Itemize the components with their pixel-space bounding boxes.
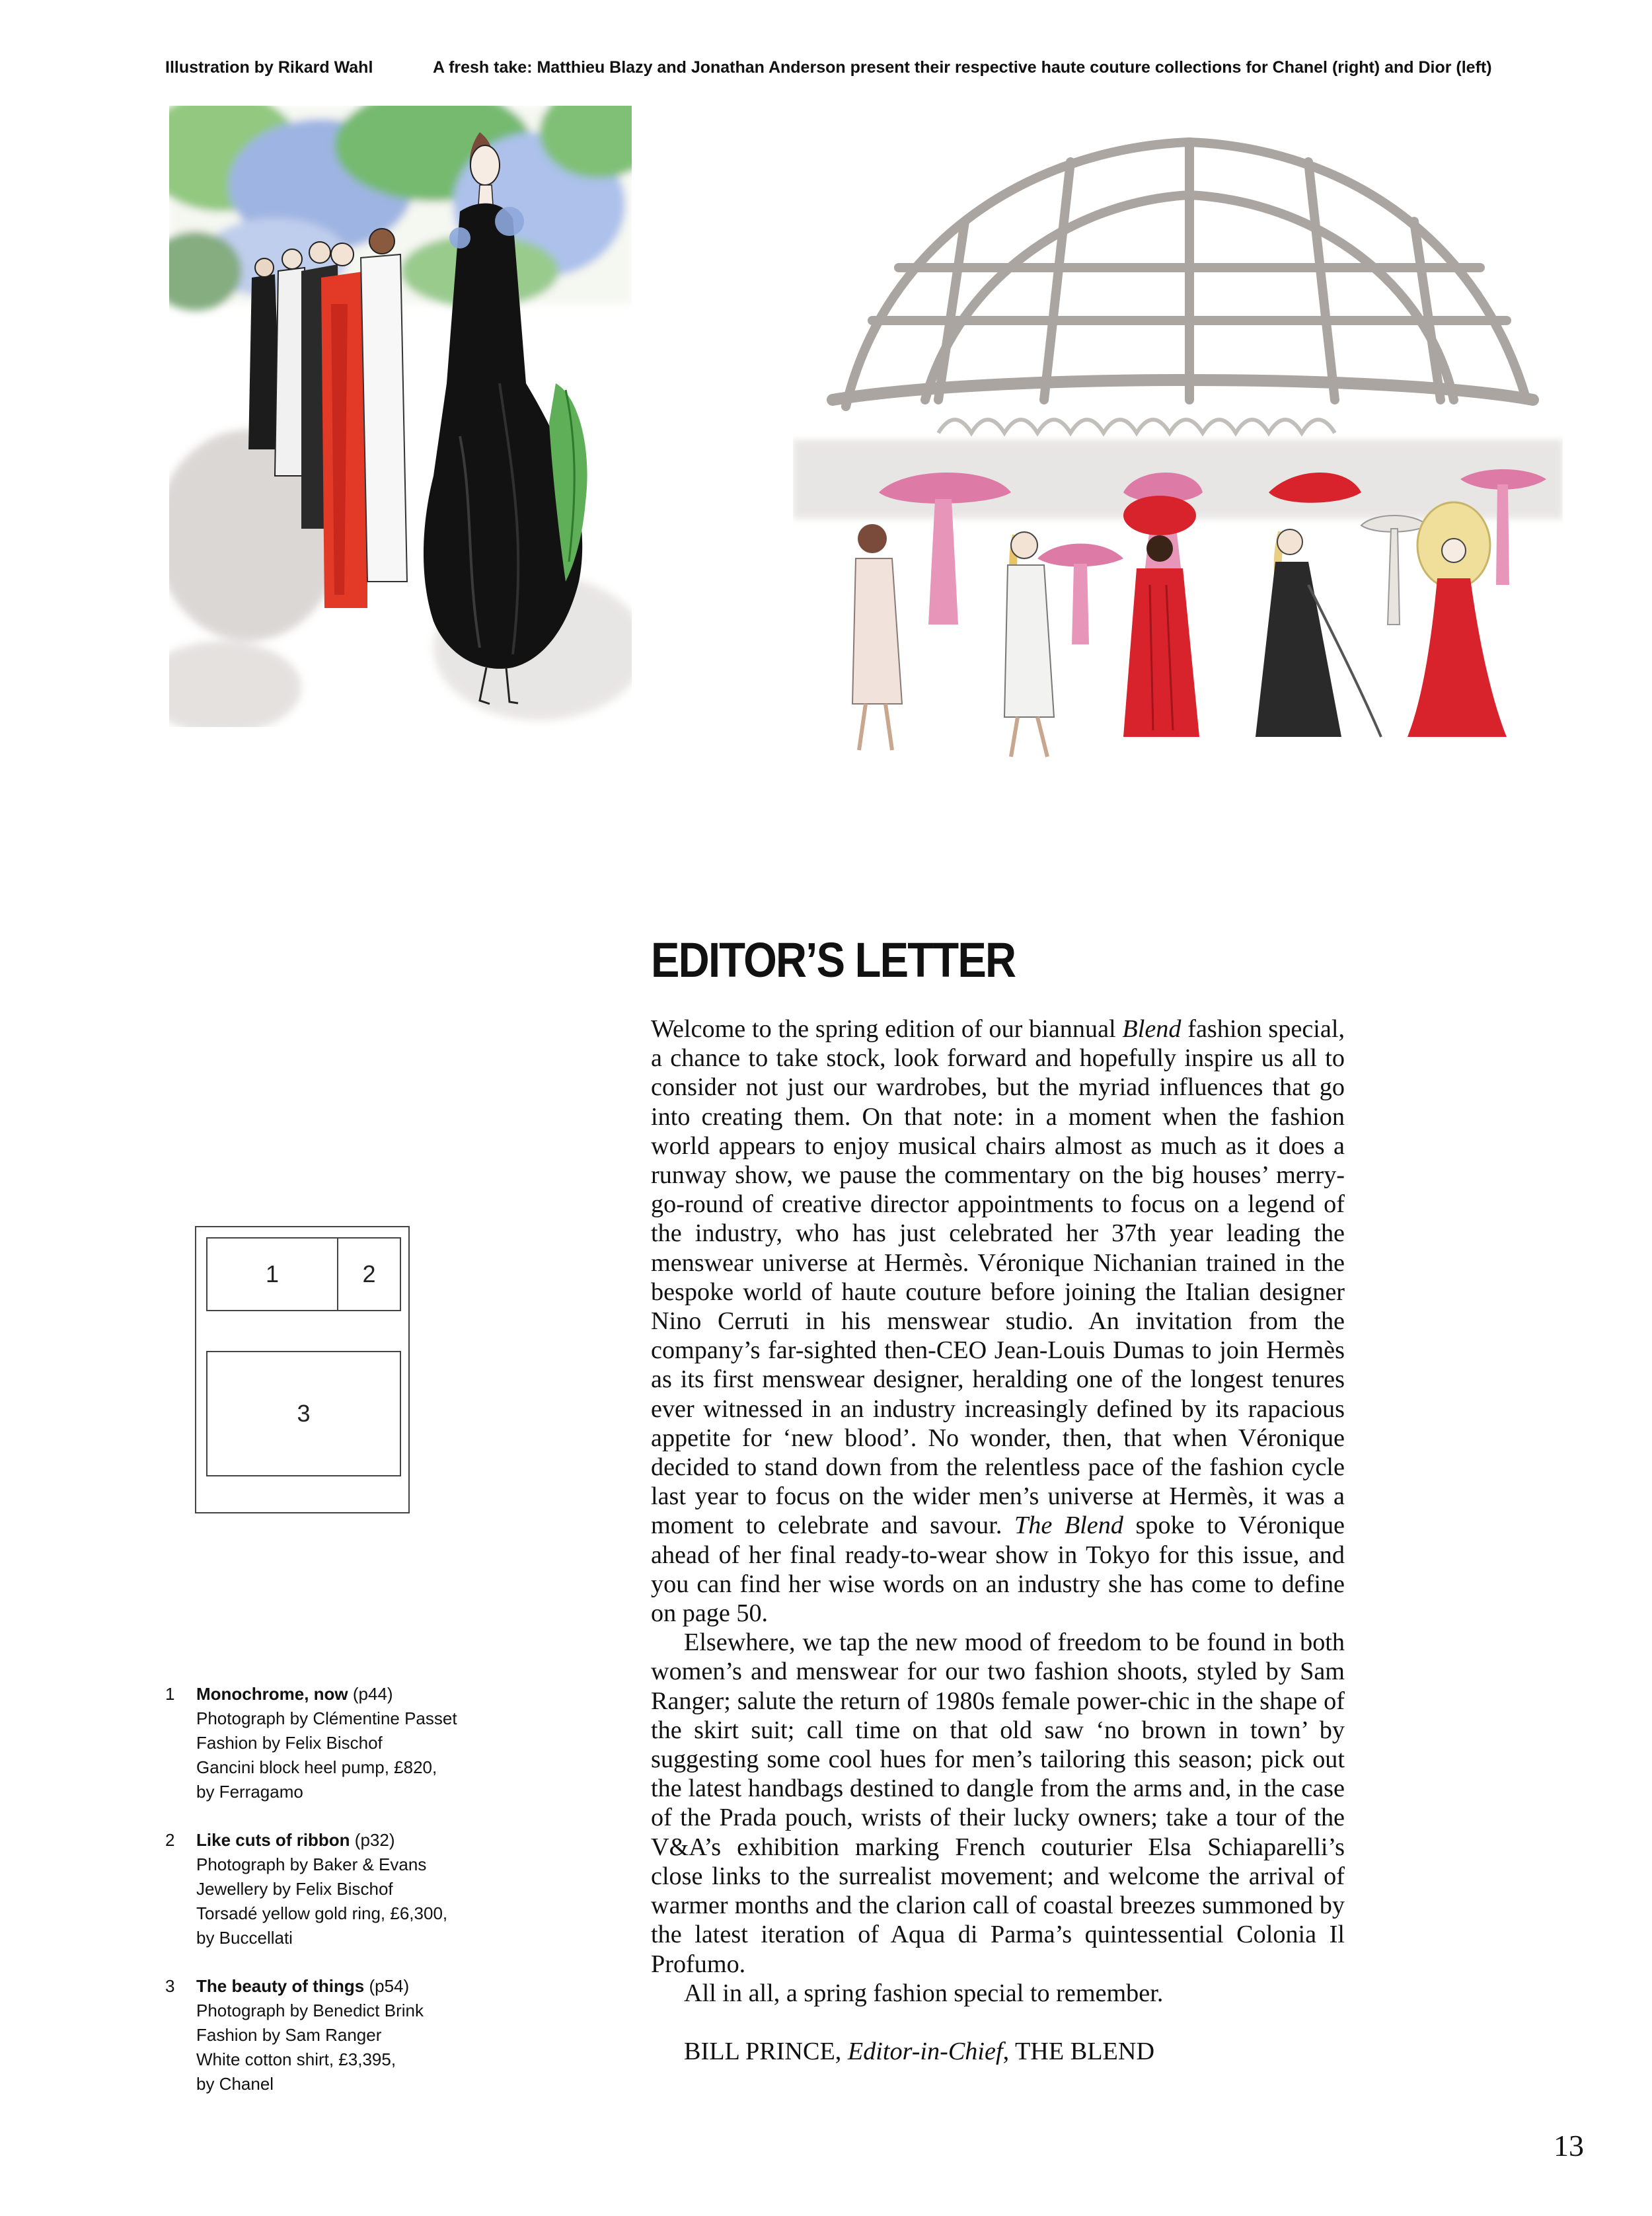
model-2 <box>1004 532 1054 757</box>
credit-page: (p32) <box>350 1830 395 1850</box>
credit-line: White cotton shirt, £3,395, <box>196 2049 396 2069</box>
cover-layout-key <box>195 1226 410 1513</box>
credit-line: Fashion by Felix Bischof <box>196 1733 383 1753</box>
model-5 <box>1408 502 1507 737</box>
credit-title: Monochrome, now <box>196 1684 348 1704</box>
credit-number: 2 <box>165 1830 175 1850</box>
credit-item <box>165 1974 562 2096</box>
signature: BILL PRINCE, Editor-in-Chief, THE BLEND <box>684 2037 1155 2065</box>
chanel-runway-illustration <box>793 122 1563 773</box>
credit-line: Torsadé yellow gold ring, £6,300, <box>196 1903 448 1923</box>
credit-line: Photograph by Clémentine Passet <box>196 1708 457 1728</box>
model-4 <box>1256 529 1381 737</box>
credit-line: Fashion by Sam Ranger <box>196 2025 382 2045</box>
model-3 <box>1123 496 1199 737</box>
page-number: 13 <box>1554 2129 1584 2162</box>
credit-line: Photograph by Benedict Brink <box>196 2001 424 2020</box>
dome-structure <box>833 142 1533 406</box>
arcade-arches <box>938 420 1335 433</box>
letter-paragraph-3: All in all, a spring fashion special to remember. <box>684 1979 1164 2007</box>
editors-letter-body <box>651 1014 1345 2066</box>
layout-box-1: 1 <box>206 1237 338 1311</box>
credit-item <box>165 1828 562 1950</box>
credit-line: Jewellery by Felix Bischof <box>196 1879 393 1899</box>
model-1 <box>852 524 902 750</box>
credit-page: (p44) <box>348 1684 393 1704</box>
credit-number: 3 <box>165 1976 175 1996</box>
layout-box-2: 2 <box>337 1237 401 1311</box>
layout-box-3: 3 <box>206 1351 401 1476</box>
page-title: EDITOR’S LETTER <box>651 933 1016 987</box>
credit-line: by Ferragamo <box>196 1782 303 1802</box>
credit-title: Like cuts of ribbon <box>196 1830 350 1850</box>
credit-line: Photograph by Baker & Evans <box>196 1854 427 1874</box>
illustration-caption: A fresh take: Matthieu Blazy and Jonathan Anderson present their respective haute couture collections for Chanel (right) and Dior (left) <box>433 58 1492 77</box>
credit-page: (p54) <box>364 1976 410 1996</box>
letter-paragraph-2: Elsewhere, we tap the new mood of freedom to be found in both women’s and menswear for our two fashion shoots, styled by Sam Ranger; salute the return of 1980s female power-chic in the shape of the skirt suit; call time on that old saw ‘no brown in town’ by suggesting some cool hues for men’s tailoring this season; pick out the latest handbags destined to dangle from the arms and, in the case of the Prada pouch, wrists of their lucky owners; take a tour of the V&A’s exhibition marking French couturier Elsa Schiaparelli’s close links to the surrealist movement; and welcome the arrival of warmer months and the clarion call of coastal breezes summoned by the latest iteration of Aqua di Parma’s quintessential Colonia Il Profumo. <box>651 1628 1345 1978</box>
dior-runway-illustration <box>169 106 632 727</box>
credit-line: by Chanel <box>196 2074 274 2094</box>
cover-credits <box>165 1682 562 2120</box>
credit-title: The beauty of things <box>196 1976 365 1996</box>
credit-number: 1 <box>165 1684 175 1704</box>
credit-item <box>165 1682 562 1804</box>
credit-line: Gancini block heel pump, £820, <box>196 1757 437 1777</box>
illustration-credit: Illustration by Rikard Wahl <box>165 58 373 77</box>
credit-line: by Buccellati <box>196 1928 293 1948</box>
letter-paragraph-1: Welcome to the spring edition of our biannual Blend fashion special, a chance to take stock, look forward and hopefully inspire us all to consider not just our wardrobes, but the myriad influences that go into creating them. On that note: in a moment when the fashion world appears to enjoy musical chairs almost as much as it does a runway show, we pause the commentary on the big houses’ merry-go-round of creative director appointments to focus on a legend of the industry, who has just celebrated her 37th year leading the menswear universe at Hermès. Véronique Nichanian trained in the bespoke world of haute couture before joining the Italian designer Nino Cerruti in his menswear studio. An invitation from the company’s far-sighted then-CEO Jean-Louis Dumas to join Hermès as its first menswear designer, heralding one of the longest tenures ever witnessed in an industry increasingly defined by its rapacious appetite for ‘new blood’. No wonder, then, that when Véronique decided to stand down from the relentless pace of the fashion cycle last year to focus on the wider men’s universe at Hermès, it was a moment to celebrate and savour. The Blend spoke to Véronique ahead of her final ready-to-wear show in Tokyo for this issue, and you can find her wise words on an industry she has come to define on page 50. <box>651 1015 1345 1628</box>
